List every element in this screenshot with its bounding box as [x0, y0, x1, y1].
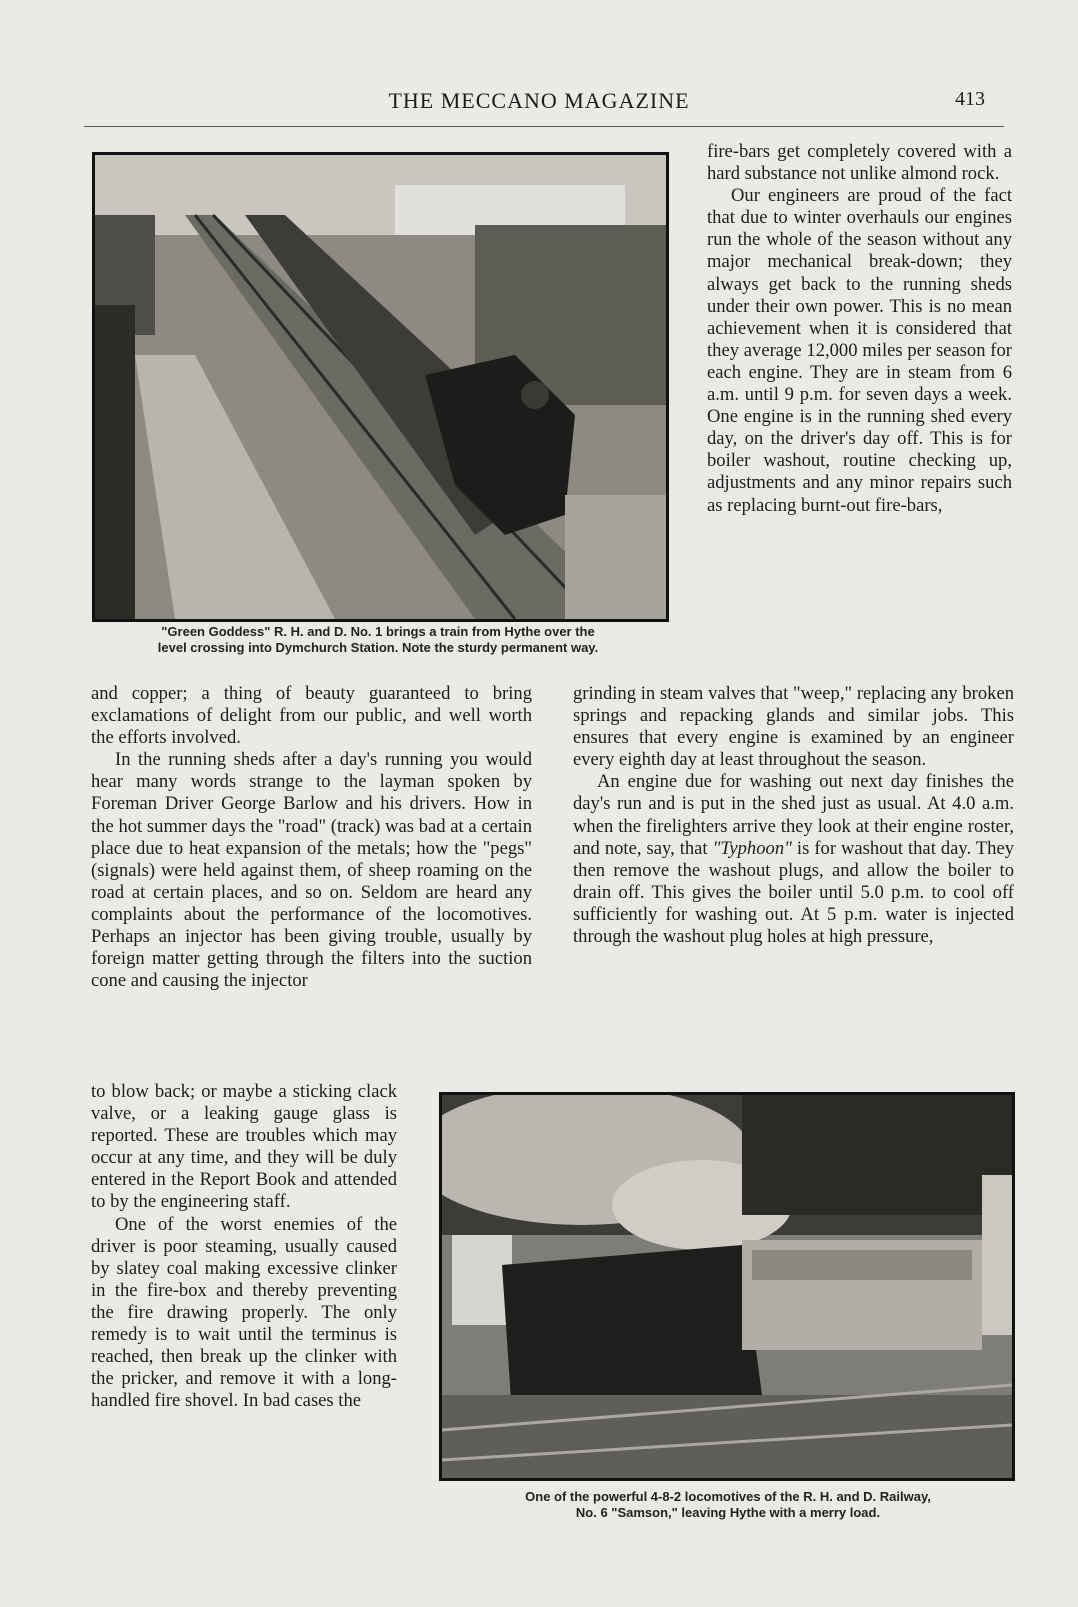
paragraph-text: is for washout that day. They then remove the washout plugs, and allow the boiler to drain off. This gives the boiler until 5.0 p.m. to cool off sufficiently for washing out. At 5 p.m. water is injected through the washout plug holes at high pressure, — [573, 837, 1015, 948]
column-left-mid — [91, 683, 532, 992]
paragraph-text: An engine due for washing out next day finishes the day's run and is put in the shed just as usual. At 4.0 a.m. when the firelighters arrive they look at their engine roster, and note, say, that — [573, 771, 1014, 859]
masthead: THE MECCANO MAGAZINE — [388, 88, 690, 113]
header-rule — [84, 126, 1004, 127]
engine-name: "Typhoon" — [712, 837, 792, 859]
photo-samson-image — [442, 1095, 1012, 1478]
column-left-bottom — [91, 1081, 397, 1412]
photo-green-goddess — [92, 152, 669, 622]
paragraph: One of the worst enemies of the driver is poor steaming, usually caused by slatey coal making excessive clinker in the fire-box and thereby preventing the fire drawing properly. The only remedy is to wait until the terminus is reached, then break up the clinker with the pricker, and remove it with a long-handled fire shovel. In bad cases the — [91, 1213, 397, 1412]
paragraph: In the running sheds after a day's running you would hear many words strange to the layman spoken by Foreman Driver George Barlow and his drivers. How in the hot summer days the "road" (track) was bad at a certain place due to heat expansion of the metals; how the "pegs" (signals) were held against them, of sheep roaming on the road at certain places, and so on. Seldom are heard any complaints about the performance of the locomotives. Perhaps an injector has been giving trouble, usually by foreign matter getting through the filters into the suction cone and causing the injector — [91, 749, 532, 992]
caption-bottom-photo — [432, 1489, 1024, 1521]
caption-top-photo — [84, 624, 672, 656]
paragraph: and copper; a thing of beauty guaranteed to bring exclamations of delight from our public, and well worth the efforts involved. — [91, 683, 532, 749]
column-right-top — [707, 141, 1012, 517]
caption-top-line-1: "Green Goddess" R. H. and D. No. 1 brings a train from Hythe over the — [161, 624, 595, 639]
caption-top-line-2: level crossing into Dymchurch Station. Note the sturdy permanent way. — [157, 640, 599, 655]
paragraph: fire-bars get completely covered with a hard substance not unlike almond rock. — [707, 141, 1012, 185]
caption-bottom-line-1: One of the powerful 4-8-2 locomotives of the R. H. and D. Railway, — [525, 1489, 931, 1504]
column-right-mid — [573, 683, 1014, 948]
page-number: 413 — [955, 88, 985, 110]
paragraph: grinding in steam valves that "weep," replacing any broken springs and repacking glands and similar jobs. This ensures that every engine is examined by an engineer every eighth day at least throughout the season. — [573, 683, 1014, 771]
caption-bottom-line-2: No. 6 "Samson," leaving Hythe with a merry load. — [575, 1505, 881, 1520]
photo-samson — [439, 1092, 1015, 1481]
paragraph: Our engineers are proud of the fact that due to winter overhauls our engines run the whole of the season without any major mechanical break-down; they always get back to the running sheds under their own power. This is no mean achievement when it is considered that they average 12,000 miles per season for each engine. They are in steam from 6 a.m. until 9 p.m. for seven days a week. One engine is in the running shed every day, on the driver's day off. This is for boiler washout, routine checking up, adjustments and any minor repairs such as replacing burnt-out fire-bars, — [707, 185, 1012, 516]
photo-green-goddess-image — [95, 155, 666, 619]
paragraph — [573, 771, 1014, 948]
paragraph: to blow back; or maybe a sticking clack valve, or a leaking gauge glass is reported. These are troubles which may occur at any time, and they will be duly entered in the Report Book and attended to by the engineering staff. — [91, 1081, 397, 1213]
